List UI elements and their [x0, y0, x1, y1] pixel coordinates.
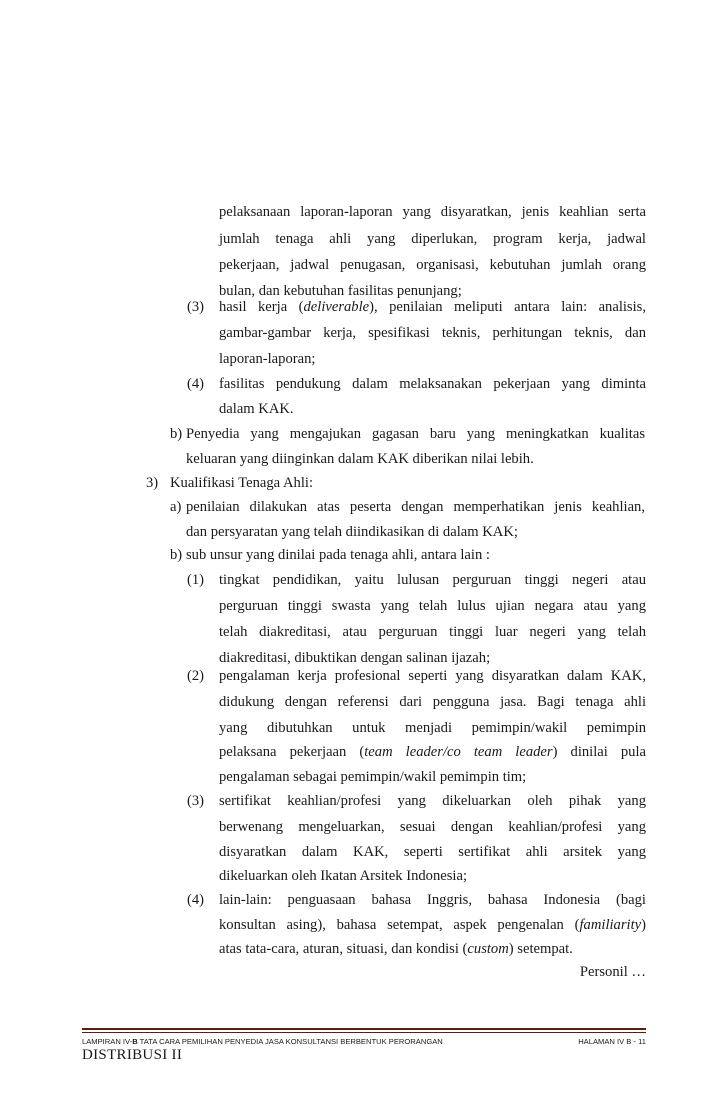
- footer-page-number: HALAMAN IV B - 11: [578, 1037, 646, 1046]
- section-3-number: 3): [146, 475, 159, 491]
- q2-line-5: pengalaman sebagai pemimpin/wakil pemimpin tim;: [219, 769, 527, 785]
- footer-rule-thick: [82, 1028, 646, 1030]
- q2-line-4: pelaksana pekerjaan (team leader/co team leader) dinilai pula: [219, 744, 647, 760]
- sec3-a-line-1: penilaian dilakukan atas peserta dengan memperhatikan jenis keahlian,: [186, 499, 645, 515]
- sec3-b-number: b): [170, 547, 183, 563]
- distribution-label: DISTRIBUSI II: [82, 1047, 183, 1063]
- q1-line-4: diakreditasi, dibuktikan dengan salinan ijazah;: [219, 650, 491, 666]
- c3-line-2: gambar-gambar kerja, spesifikasi teknis, perhitungan teknis, dan: [219, 325, 646, 341]
- q2-line-2: didukung dengan referensi dari pengguna jasa. Bagi tenaga ahli: [219, 694, 646, 710]
- q3-line-3: disyaratkan dalam KAK, seperti sertifikat ahli arsitek yang: [219, 844, 646, 860]
- b-item-line-2: keluaran yang diinginkan dalam KAK diberikan nilai lebih.: [186, 451, 534, 467]
- q2-number: (2): [187, 668, 205, 684]
- q1-line-2: perguruan tinggi swasta yang telah lulus ujian negara atau yang: [219, 598, 646, 614]
- c2-line-3: pekerjaan, jadwal penugasan, organisasi, kebutuhan jumlah orang: [219, 257, 646, 273]
- sec3-a-number: a): [170, 499, 182, 515]
- q1-number: (1): [187, 572, 205, 588]
- c2-line-1: pelaksanaan laporan-laporan yang disyaratkan, jenis keahlian serta: [219, 204, 646, 220]
- b-item-number: b): [170, 426, 183, 442]
- section-3-title: Kualifikasi Tenaga Ahli:: [170, 475, 313, 491]
- q4-emphasis-familiarity: familiarity: [579, 917, 642, 933]
- q3-number: (3): [187, 793, 205, 809]
- sec3-a-line-2: dan persyaratan yang telah diindikasikan di dalam KAK;: [186, 524, 518, 540]
- c3-line-1: hasil kerja (deliverable), penilaian meliputi antara lain: analisis,: [219, 299, 646, 315]
- continuation-text: Personil …: [579, 964, 646, 980]
- q2-emphasis: team leader/co team leader: [364, 744, 553, 760]
- c2-line-2: jumlah tenaga ahli yang diperlukan, program kerja, jadwal: [219, 231, 646, 247]
- c4-line-2: dalam KAK.: [219, 401, 294, 417]
- footer-title: LAMPIRAN IV-B TATA CARA PEMILIHAN PENYEDIA JASA KONSULTANSI BERBENTUK PERORANGAN: [82, 1037, 443, 1046]
- q4-emphasis-custom: custom: [467, 941, 509, 957]
- q3-line-1: sertifikat keahlian/profesi yang dikeluarkan oleh pihak yang: [219, 793, 646, 809]
- q1-line-1: tingkat pendidikan, yaitu lulusan perguruan tinggi negeri atau: [219, 572, 646, 588]
- q3-line-2: berwenang mengeluarkan, sesuai dengan keahlian/profesi yang: [219, 819, 646, 835]
- q4-line-2: konsultan asing), bahasa setempat, aspek pengenalan (familiarity): [219, 917, 646, 933]
- b-item-line-1: Penyedia yang mengajukan gagasan baru yang meningkatkan kualitas: [186, 426, 645, 442]
- q1-line-3: telah diakreditasi, atau perguruan tinggi luar negeri yang telah: [219, 624, 646, 640]
- c3-emphasis: deliverable: [303, 299, 370, 315]
- q4-line-3: atas tata-cara, aturan, situasi, dan kondisi (custom) setempat.: [219, 941, 573, 957]
- q2-line-1: pengalaman kerja profesional seperti yang disyaratkan dalam KAK,: [219, 668, 646, 684]
- c2-line-4: bulan, dan kebutuhan fasilitas penunjang;: [219, 283, 462, 299]
- c4-line-1: fasilitas pendukung dalam melaksanakan pekerjaan yang diminta: [219, 376, 646, 392]
- sec3-b-title: sub unsur yang dinilai pada tenaga ahli, antara lain :: [186, 547, 490, 563]
- q3-line-4: dikeluarkan oleh Ikatan Arsitek Indonesia;: [219, 868, 468, 884]
- c3-number: (3): [187, 299, 205, 315]
- q4-number: (4): [187, 892, 205, 908]
- q2-line-3: yang dibutuhkan untuk menjadi pemimpin/wakil pemimpin: [219, 720, 646, 736]
- q4-line-1: lain-lain: penguasaan bahasa Inggris, bahasa Indonesia (bagi: [219, 892, 646, 908]
- footer-rule-thin: [82, 1032, 646, 1033]
- c3-line-3: laporan-laporan;: [219, 351, 316, 367]
- c4-number: (4): [187, 376, 205, 392]
